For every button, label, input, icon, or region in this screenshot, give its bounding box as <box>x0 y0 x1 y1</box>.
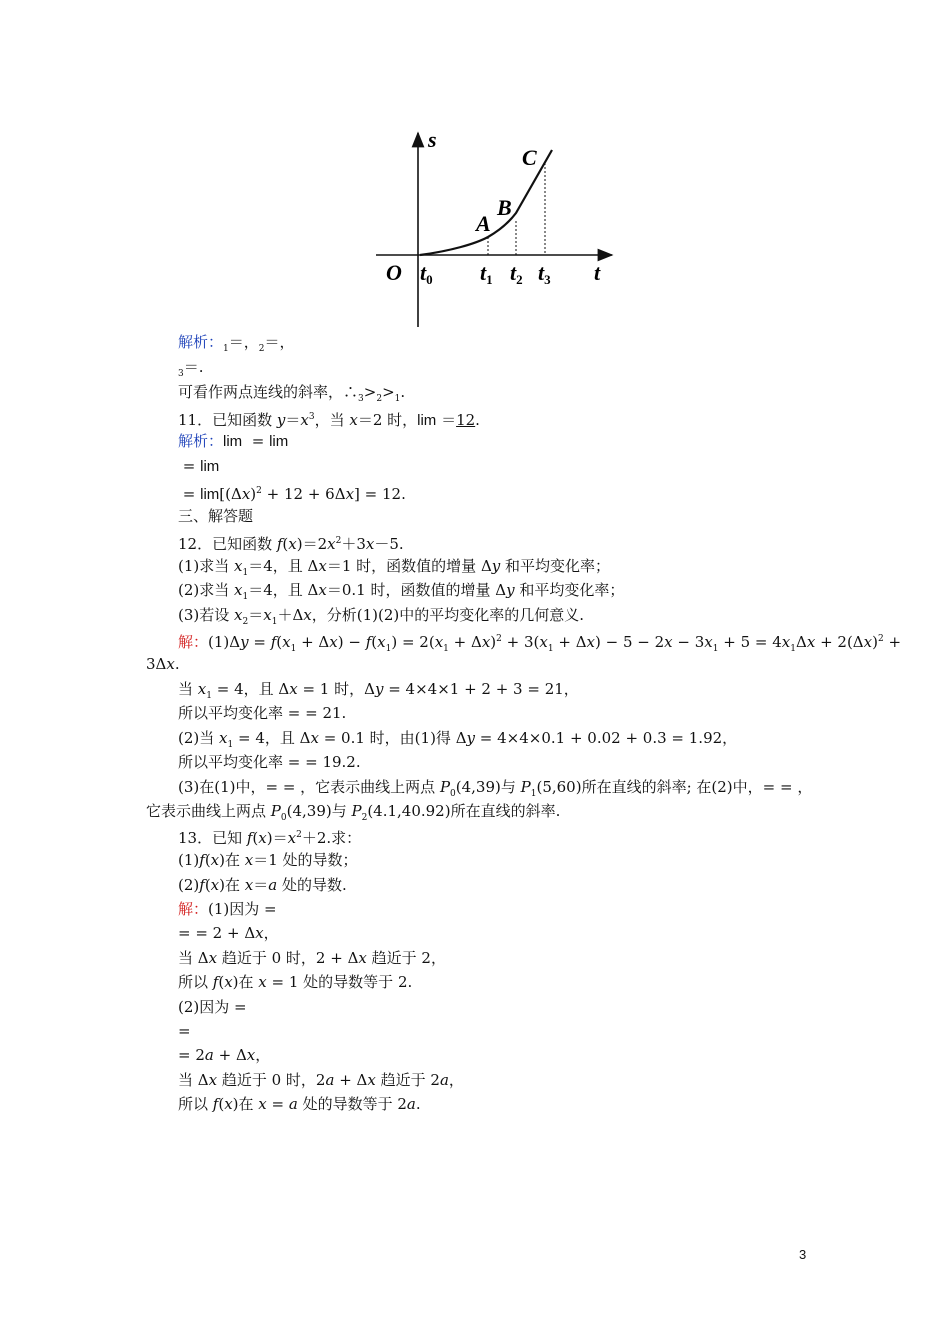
label-B: B <box>497 195 512 220</box>
text-line: 3Δx. <box>146 655 180 673</box>
s-t-graph-figure <box>370 125 620 330</box>
text-line: 当 Δx 趋近于 0 时，2 + Δx 趋近于 2， <box>178 949 446 967</box>
text-line: 可看作两点连线的斜率，$\therefore_3>_2>_1$. <box>178 383 406 404</box>
text-line: = = 2 + Δx， <box>178 924 279 942</box>
text-line: = 2a + Δx， <box>178 1046 271 1064</box>
text-line: 所以平均变化率 = = 21. <box>178 704 347 722</box>
label-t1: t1 <box>480 260 493 287</box>
label-t0: t0 <box>420 260 433 287</box>
text-line: (1)求当 $x_1=4$，且 Δx＝1 时，函数值的增量 Δy 和平均变化率； <box>178 557 611 578</box>
text-line: 它表示曲线上两点 $P_0(4,39)$与 $P_2(4.1,40.92)$所在直线的斜率. <box>146 802 561 823</box>
text-line: 三、解答题 <box>178 507 254 525</box>
text-line: = <box>178 1022 191 1040</box>
label-t2: t2 <box>510 260 523 287</box>
label-O: O <box>386 260 402 285</box>
text-line: 所以 f(x)在 x = a 处的导数等于 2a. <box>178 1095 421 1113</box>
text-line: (2)因为 = <box>178 998 247 1016</box>
text-line: 所以 f(x)在 x = 1 处的导数等于 2. <box>178 973 413 991</box>
text-line: 解析：$_1$＝，$_2$＝， <box>178 333 295 354</box>
text-line: (2)f(x)在 x＝a 处的导数. <box>178 876 347 894</box>
label-C: C <box>522 145 537 170</box>
text-line: 12．已知函数 $f(x)=2x^2+3x-5$. <box>178 535 404 553</box>
text-line: 13．已知 $f(x)=x^2+2$.求： <box>178 829 362 847</box>
page-number: 3 <box>799 1247 807 1262</box>
text-line: 当 $x_1 = 4$，且 Δx = 1 时，Δy = 4×4×1 + 2 + 3 = 21， <box>178 680 579 701</box>
label-t: t <box>594 260 601 285</box>
text-line: 解：$(1)\Delta y = f(x_1 + \Delta x) - f(x_1) = 2(x_1 + \Delta x)^2 + 3(x_1 + \Delta x) - 5 - 2x - 3x_1 + 5 = 4x_1\Delta x + 2(\Delta x)^2$ + <box>178 633 902 654</box>
text-line: 11．已知函数 $y=x^3$，当 x＝2 时，lim ＝12. <box>178 411 480 429</box>
text-line: (3)在(1)中，= = ，它表示曲线上两点 $P_0(4,39)$与 $P_1(5,60)$所在直线的斜率; 在(2)中，= = ， <box>178 778 813 799</box>
text-line: (1)f(x)在 x＝1 处的导数； <box>178 851 358 869</box>
label-A: A <box>476 211 491 236</box>
label-t3: t3 <box>538 260 551 287</box>
text-line: (2)当 $x_1 = 4$，且 Δx = 0.1 时，由(1)得 Δy = 4×4×0.1 + 0.02 + 0.3 = 1.92， <box>178 729 738 750</box>
text-line: (3)若设 $x_2=x_1+\Delta x$，分析(1)(2)中的平均变化率的几何意义. <box>178 606 585 627</box>
text-line: 解析：lim = lim <box>178 432 289 450</box>
text-line: $_3$＝. <box>178 358 204 379</box>
text-line: = lim <box>178 457 220 475</box>
label-s: s <box>428 127 437 152</box>
text-line: = $\lim[(\Delta x)^2 + 12 + 6\Delta x] = 12$. <box>178 485 406 503</box>
text-line: (2)求当 $x_1=4$，且 Δx＝0.1 时，函数值的增量 Δy 和平均变化率； <box>178 581 625 602</box>
text-line: 解：(1)因为 = <box>178 900 277 918</box>
text-line: 所以平均变化率 = = 19.2. <box>178 753 361 771</box>
text-line: 当 Δx 趋近于 0 时，2a + Δx 趋近于 2a， <box>178 1071 464 1089</box>
